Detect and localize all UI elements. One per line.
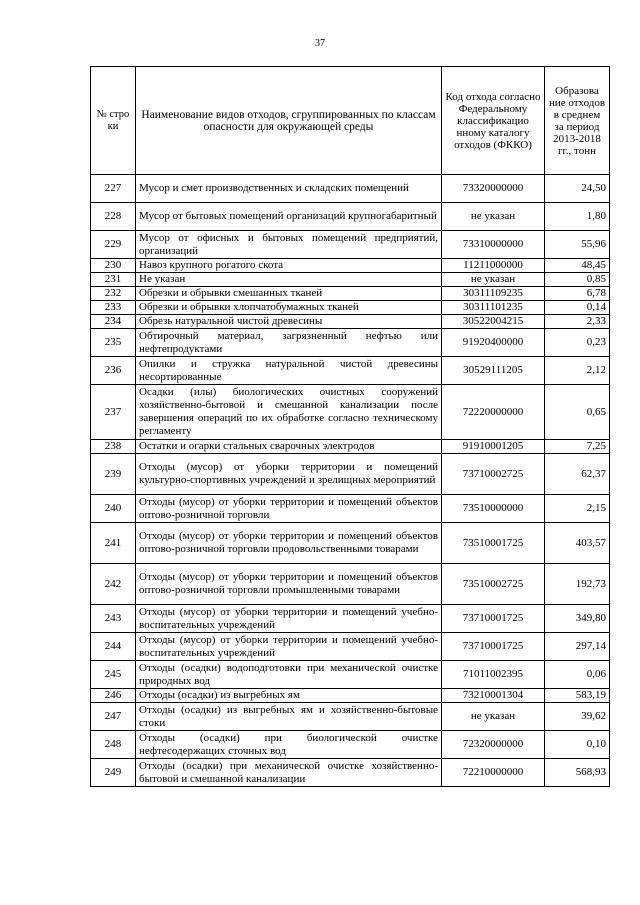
table-row (91, 454, 610, 495)
fkko-code: 72210000000 (442, 759, 545, 787)
waste-mass: 297,14 (545, 633, 610, 661)
fkko-code: 73510002725 (442, 564, 545, 605)
row-number: 240 (91, 495, 136, 523)
waste-name: Мусор от офисных и бытовых помещений предприятий, организаций (136, 231, 442, 259)
table-row (91, 564, 610, 605)
row-number: 247 (91, 703, 136, 731)
waste-name: Обтирочный материал, загрязненный нефтью или нефтепродуктами (136, 329, 442, 357)
waste-name: Обрезки и обрывки смешанных тканей (136, 287, 442, 301)
waste-mass: 349,80 (545, 605, 610, 633)
table-row (91, 633, 610, 661)
waste-mass: 62,37 (545, 454, 610, 495)
waste-mass: 55,96 (545, 231, 610, 259)
waste-mass: 0,85 (545, 273, 610, 287)
waste-mass: 2,15 (545, 495, 610, 523)
waste-mass: 39,62 (545, 703, 610, 731)
waste-name: Осадки (илы) биологических очистных сооружений хозяйственно-бытовой и смешанной канализации после завершения операций по их обработке согласно техническому регламенту (136, 385, 442, 440)
fkko-code: 91920400000 (442, 329, 545, 357)
waste-name: Отходы (мусор) от уборки территории и помещений объектов оптово-розничной торговли промышленными товарами (136, 564, 442, 605)
row-number: 249 (91, 759, 136, 787)
row-number: 245 (91, 661, 136, 689)
waste-mass: 48,45 (545, 259, 610, 273)
waste-name: Отходы (осадки) при механической очистке хозяйственно-бытовой и смешанной канализации (136, 759, 442, 787)
row-number: 227 (91, 175, 136, 203)
fkko-code: 73710001725 (442, 605, 545, 633)
fkko-code: 91910001205 (442, 440, 545, 454)
waste-name: Отходы (осадки) из выгребных ям и хозяйственно-бытовые стоки (136, 703, 442, 731)
waste-name: Отходы (мусор) от уборки территории и помещений учебно-воспитательных учреждений (136, 633, 442, 661)
row-number: 234 (91, 315, 136, 329)
header-fkko-code: Код отхода согласно Федеральному классификацио нному каталогу отходов (ФККО) (442, 67, 545, 175)
row-number: 243 (91, 605, 136, 633)
fkko-code: 73310000000 (442, 231, 545, 259)
row-number: 242 (91, 564, 136, 605)
table-row (91, 315, 610, 329)
row-number: 236 (91, 357, 136, 385)
waste-name: Не указан (136, 273, 442, 287)
waste-mass: 2,12 (545, 357, 610, 385)
waste-mass: 7,25 (545, 440, 610, 454)
table-header-row (91, 67, 610, 175)
fkko-code: 11211000000 (442, 259, 545, 273)
waste-name: Отходы (мусор) от уборки территории и помещений объектов оптово-розничной торговли (136, 495, 442, 523)
header-waste-name: Наименование видов отходов, сгруппированных по классам опасности для окружающей среды (136, 67, 442, 175)
waste-mass: 6,78 (545, 287, 610, 301)
fkko-code: 73210001304 (442, 689, 545, 703)
row-number: 248 (91, 731, 136, 759)
page-number: 37 (315, 38, 325, 49)
table-row (91, 203, 610, 231)
fkko-code: 30522004215 (442, 315, 545, 329)
row-number: 241 (91, 523, 136, 564)
waste-name: Отходы (осадки) из выгребных ям (136, 689, 442, 703)
row-number: 246 (91, 689, 136, 703)
header-row-number: № стро ки (91, 67, 136, 175)
row-number: 231 (91, 273, 136, 287)
waste-mass: 0,14 (545, 301, 610, 315)
waste-name: Обрезь натуральной чистой древесины (136, 315, 442, 329)
fkko-code: 73320000000 (442, 175, 545, 203)
waste-name: Навоз крупного рогатого скота (136, 259, 442, 273)
table-row (91, 231, 610, 259)
waste-name: Отходы (мусор) от уборки территории и помещений культурно-спортивных учреждений и зрелищных мероприятий (136, 454, 442, 495)
fkko-code: не указан (442, 703, 545, 731)
table-row (91, 273, 610, 287)
row-number: 229 (91, 231, 136, 259)
header-waste-mass: Образова ние отходов в среднем за период 2013-2018 гг., тонн (545, 67, 610, 175)
waste-mass: 0,23 (545, 329, 610, 357)
fkko-code: 72320000000 (442, 731, 545, 759)
table-row (91, 689, 610, 703)
row-number: 235 (91, 329, 136, 357)
waste-mass: 2,33 (545, 315, 610, 329)
fkko-code: 30311101235 (442, 301, 545, 315)
waste-name: Отходы (осадки) при биологической очистке нефтесодержащих сточных вод (136, 731, 442, 759)
waste-name: Мусор и смет производственных и складских помещений (136, 175, 442, 203)
waste-mass: 192,73 (545, 564, 610, 605)
waste-name: Отходы (осадки) водоподготовки при механической очистке природных вод (136, 661, 442, 689)
waste-mass: 1,80 (545, 203, 610, 231)
row-number: 233 (91, 301, 136, 315)
waste-mass: 0,10 (545, 731, 610, 759)
fkko-code: 73710001725 (442, 633, 545, 661)
waste-mass: 583,19 (545, 689, 610, 703)
table-row (91, 440, 610, 454)
row-number: 239 (91, 454, 136, 495)
row-number: 244 (91, 633, 136, 661)
table-row (91, 259, 610, 273)
fkko-code: 73510001725 (442, 523, 545, 564)
table-row (91, 523, 610, 564)
table-row (91, 287, 610, 301)
table-row (91, 357, 610, 385)
table-body (91, 175, 610, 787)
row-number: 232 (91, 287, 136, 301)
table-row (91, 759, 610, 787)
waste-table (90, 66, 610, 787)
waste-name: Мусор от бытовых помещений организаций крупногабаритный (136, 203, 442, 231)
waste-name: Остатки и огарки стальных сварочных электродов (136, 440, 442, 454)
table-row (91, 495, 610, 523)
row-number: 237 (91, 385, 136, 440)
fkko-code: 30529111205 (442, 357, 545, 385)
fkko-code: 72220000000 (442, 385, 545, 440)
table-row (91, 703, 610, 731)
row-number: 238 (91, 440, 136, 454)
table-row (91, 329, 610, 357)
waste-name: Отходы (мусор) от уборки территории и помещений объектов оптово-розничной торговли продовольственными товарами (136, 523, 442, 564)
waste-mass: 568,93 (545, 759, 610, 787)
fkko-code: не указан (442, 273, 545, 287)
table-row (91, 175, 610, 203)
waste-mass: 0,65 (545, 385, 610, 440)
waste-name: Опилки и стружка натуральной чистой древесины несортированные (136, 357, 442, 385)
fkko-code: 71011002395 (442, 661, 545, 689)
waste-mass: 24,50 (545, 175, 610, 203)
table-row (91, 731, 610, 759)
fkko-code: 73510000000 (442, 495, 545, 523)
table-row (91, 661, 610, 689)
row-number: 230 (91, 259, 136, 273)
table-row (91, 605, 610, 633)
row-number: 228 (91, 203, 136, 231)
fkko-code: 30311109235 (442, 287, 545, 301)
fkko-code: 73710002725 (442, 454, 545, 495)
table-row (91, 301, 610, 315)
waste-mass: 403,57 (545, 523, 610, 564)
fkko-code: не указан (442, 203, 545, 231)
table-row (91, 385, 610, 440)
waste-mass: 0,06 (545, 661, 610, 689)
waste-name: Отходы (мусор) от уборки территории и помещений учебно-воспитательных учреждений (136, 605, 442, 633)
waste-name: Обрезки и обрывки хлопчатобумажных тканей (136, 301, 442, 315)
